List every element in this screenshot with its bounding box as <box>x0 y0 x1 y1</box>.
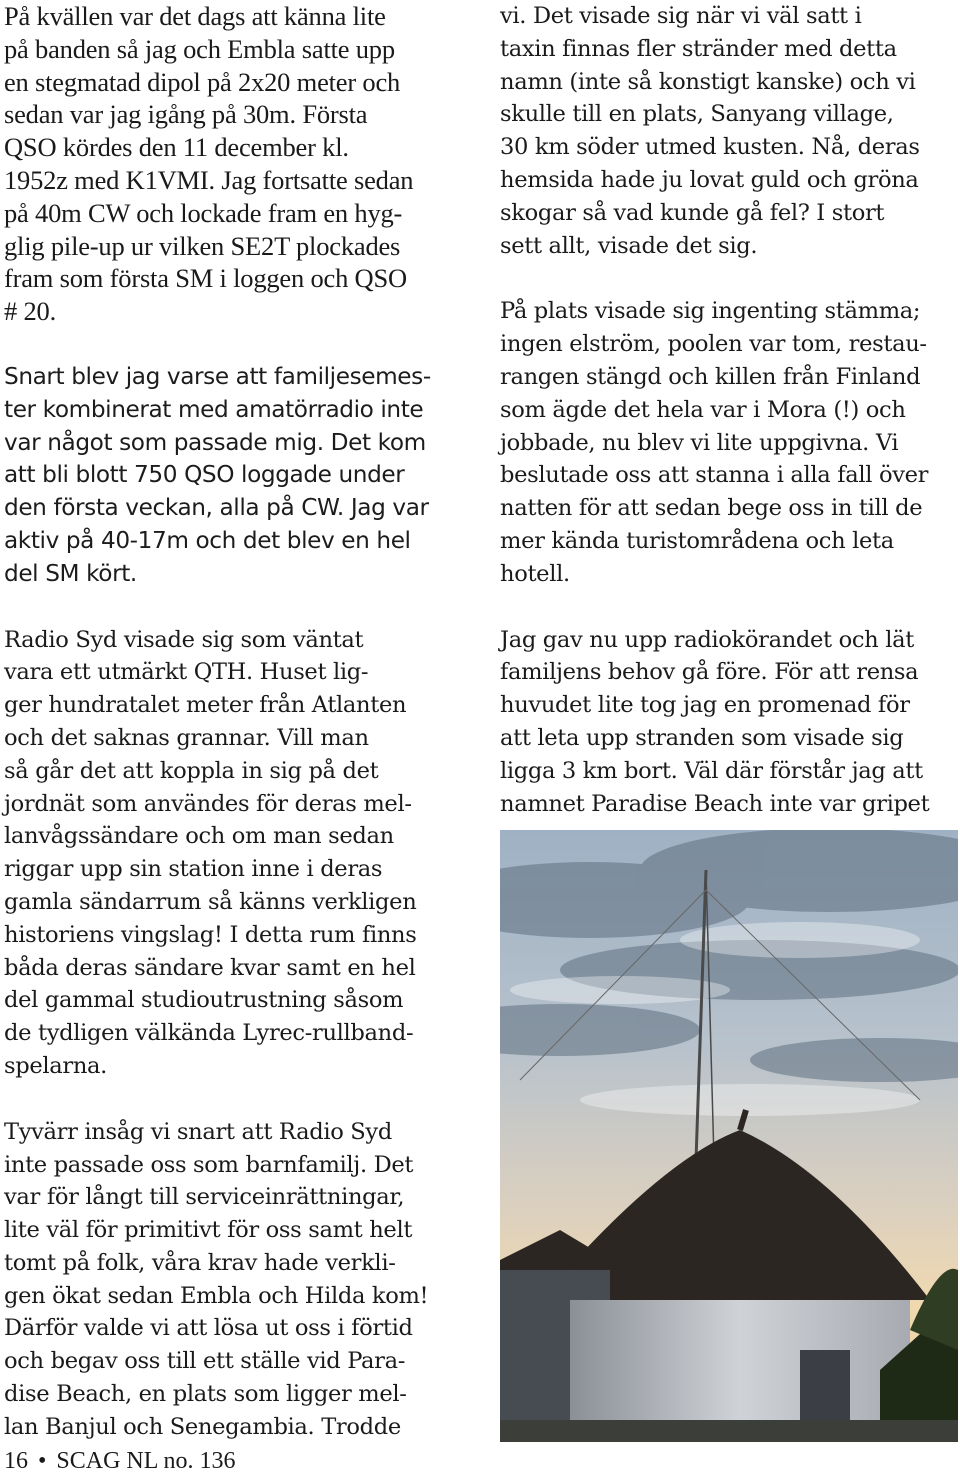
text-line: familjens behov gå före. För att rensa <box>500 659 919 686</box>
text-line: gamla sändarrum så känns verkligen <box>4 888 417 915</box>
text-line: de tydligen välkända Lyrec-rullband- <box>4 1020 414 1047</box>
text-line: ingen elström, poolen var tom, restau- <box>500 331 927 358</box>
text-line: ligga 3 km bort. Väl där förstår jag att <box>500 757 923 784</box>
text-line: dise Beach, en plats som ligger mel- <box>4 1381 407 1408</box>
right-column <box>500 0 960 853</box>
text-line: skogar så vad kunde gå fel? I stort <box>500 199 885 226</box>
text-line: fram som första SM i loggen och QSO <box>4 263 407 294</box>
paragraph-walk-to-beach <box>500 624 960 821</box>
publication-name: SCAG NL no. 136 <box>56 1448 236 1474</box>
left-column <box>4 0 466 1477</box>
text-line: sedan var jag igång på 30m. Första <box>4 99 368 130</box>
text-line: beslutade oss att stanna i alla fall över <box>500 462 929 489</box>
text-line: glig pile-up ur vilken SE2T plockades <box>4 230 401 261</box>
text-line: så går det att koppla in sig på det <box>4 757 379 784</box>
text-line: 30 km söder utmed kusten. Nå, deras <box>500 134 920 161</box>
text-line: mer kända turistområdena och leta <box>500 527 894 554</box>
text-line: namn (inte så konstigt kanske) och vi <box>500 68 916 95</box>
text-line: QSO kördes den 11 december kl. <box>4 132 349 163</box>
paragraph-radio-syd <box>4 624 466 1083</box>
text-line: Snart blev jag varse att familjesemes- <box>4 362 431 390</box>
text-line: skulle till en plats, Sanyang village, <box>500 101 894 128</box>
text-line: huvudet lite tog jag en promenad för <box>500 692 910 719</box>
text-line: historiens vingslag! I detta rum finns <box>4 921 417 948</box>
text-line: del SM kört. <box>4 559 137 587</box>
text-line: och det saknas grannar. Vill man <box>4 724 369 751</box>
text-line: taxin finnas fler stränder med detta <box>500 35 897 62</box>
text-line: lanvågssändare och om man sedan <box>4 823 394 850</box>
text-line: lan Banjul och Senegambia. Trodde <box>4 1413 401 1440</box>
text-line: natten för att sedan bege oss in till de <box>500 495 923 522</box>
text-line: hemsida hade ju lovat guld och gröna <box>500 166 919 193</box>
text-line: vi. Det visade sig när vi väl satt i <box>500 3 862 29</box>
text-line: namnet Paradise Beach inte var gripet <box>500 790 930 817</box>
text-line: Därför valde vi att lösa ut oss i förtid <box>4 1315 413 1342</box>
text-line: jordnät som användes för deras mel- <box>4 790 412 817</box>
text-line: var något som passade mig. Det kom <box>4 428 426 456</box>
text-line: På plats visade sig ingenting stämma; <box>500 298 921 325</box>
paragraph-family-vacation <box>4 361 466 591</box>
paragraph-leaving-radio-syd <box>4 1116 466 1444</box>
text-line: 1952z med K1VMI. Jag fortsatte sedan <box>4 164 414 195</box>
page-number: 16 <box>4 1448 28 1474</box>
text-line: gen ökat sedan Embla och Hilda kom! <box>4 1282 429 1309</box>
photo-antenna-huts <box>500 830 958 1442</box>
text-line: # 20. <box>4 296 57 327</box>
footer-bullet: • <box>38 1448 47 1474</box>
text-line: lite väl för primitivt för oss samt helt <box>4 1217 413 1244</box>
text-line: ger hundratalet meter från Atlanten <box>4 692 407 719</box>
text-line: var för långt till serviceinrättningar, <box>4 1184 405 1211</box>
paragraph-nothing-worked <box>500 295 960 590</box>
text-line: på banden så jag och Embla satte upp <box>4 33 395 64</box>
text-line: den första veckan, alla på CW. Jag var <box>4 494 429 522</box>
text-line: riggar upp sin station inne i deras <box>4 856 383 883</box>
text-line: att bli blott 750 QSO loggade under <box>4 461 405 489</box>
text-line: sett allt, visade det sig. <box>500 232 758 259</box>
photo-illustration <box>500 830 958 1442</box>
text-line: jobbade, nu blev vi lite uppgivna. Vi <box>500 429 899 456</box>
text-line: vara ett utmärkt QTH. Huset lig- <box>4 659 369 686</box>
text-line: på 40m CW och lockade fram en hyg- <box>4 197 403 228</box>
text-line: och begav oss till ett ställe vid Para- <box>4 1348 406 1375</box>
page-footer <box>4 1447 236 1475</box>
text-line: inte passade oss som barnfamilj. Det <box>4 1151 414 1178</box>
text-line: båda deras sändare kvar samt en hel <box>4 954 416 981</box>
text-line: Jag gav nu upp radiokörandet och lät <box>500 626 914 653</box>
text-line: Radio Syd visade sig som väntat <box>4 626 364 653</box>
text-line: tomt på folk, våra krav hade verkli- <box>4 1249 396 1276</box>
text-line: en stegmatad dipol på 2x20 meter och <box>4 66 401 97</box>
text-line: ter kombinerat med amatörradio inte <box>4 395 424 423</box>
text-line: Tyvärr insåg vi snart att Radio Syd <box>4 1118 392 1145</box>
paragraph-first-qso <box>4 0 466 328</box>
text-line: hotell. <box>500 560 570 587</box>
text-line: På kvällen var det dags att känna lite <box>4 1 386 31</box>
text-line: att leta upp stranden som visade sig <box>500 724 904 751</box>
text-line: rangen stängd och killen från Finland <box>500 363 921 390</box>
text-line: aktiv på 40-17m och det blev en hel <box>4 526 411 554</box>
text-line: del gammal studioutrustning såsom <box>4 987 404 1014</box>
text-line: spelarna. <box>4 1052 107 1079</box>
paragraph-taxi-beaches <box>500 0 960 262</box>
text-line: som ägde det hela var i Mora (!) och <box>500 396 906 423</box>
